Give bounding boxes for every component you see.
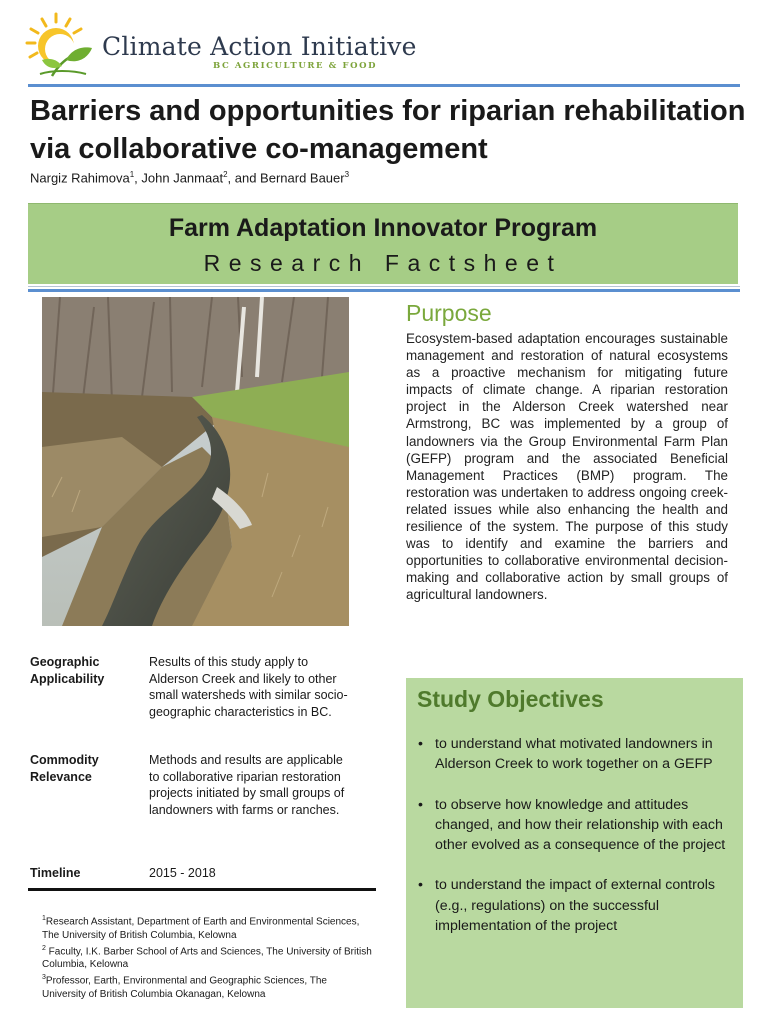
list-item	[418, 875, 736, 936]
banner-rule	[28, 289, 740, 292]
purpose-heading: Purpose	[406, 300, 492, 326]
creek-photo	[42, 297, 349, 626]
bullet-icon: •	[418, 796, 423, 813]
footnote-marker: 2	[42, 944, 46, 952]
page-title: Barriers and opportunities for riparian rehabilitation via collaborative co-management	[30, 95, 746, 165]
commodity-value: Methods and results are applicable to collaborative riparian restoration projects initiated by small groups of landowners with farms or ranches.	[149, 753, 345, 817]
author-affiliation: 2	[223, 170, 228, 179]
list-item	[418, 795, 736, 856]
bullet-icon: •	[418, 736, 423, 752]
footnote-text: Faculty, I.K. Barber School of Arts and Sciences, The University of British Columbia, Kelowna	[42, 946, 372, 971]
objectives-box	[406, 678, 743, 1008]
program-title: Farm Adaptation Innovator Program	[168, 214, 598, 242]
geographic-label: Geographic Applicability	[30, 655, 105, 686]
footnote-text: Professor, Earth, Environmental and Geographic Sciences, The University of British Columbia Okanagan, Kelowna	[42, 975, 327, 1000]
objectives-list	[418, 734, 736, 956]
purpose-text: Ecosystem-based adaptation encourages sustainable management and restoration of natural ecosystems as a proactive mechanism for mitigating future impacts of climate change. A riparian restoration project in the Alderson Creek watershed near Armstrong, BC was implemented by a group of landowners via the Group Environmental Farm Plan (GEFP) program and the associated Beneficial Management Practices (BMP) program. The restoration was undertaken to address ongoing creek-related issues while also enhancing the health and resilience of the system. The purpose of this study was to identify and examine the barriers and opportunities to collaborative environmental decision-making and collaborative action by small groups of agricultural landowners.	[406, 331, 728, 603]
header-rule	[28, 84, 740, 87]
footnote-marker: 1	[42, 915, 46, 922]
commodity-label: Commodity Relevance	[30, 753, 99, 784]
objectives-title: Study Objectives	[417, 686, 604, 712]
objective-text: to understand what motivated landowners in Alderson Creek to work together on a GEFP	[435, 736, 713, 773]
author-affiliation: 1	[129, 170, 135, 179]
geographic-value: Results of this study apply to Alderson Creek and likely to other small watersheds with similar socio-geographic characteristics in BC.	[149, 655, 348, 719]
org-subtitle: BC AGRICULTURE & FOOD	[213, 61, 378, 71]
footnotes	[42, 912, 372, 1001]
details-divider	[28, 888, 376, 891]
footnote-marker: 3	[42, 974, 46, 982]
objective-text: to observe how knowledge and attitudes changed, and how their relationship with each other evolved as a consequence of the project	[435, 796, 726, 854]
author-name: Nargiz Rahimova	[30, 170, 130, 186]
footnote	[42, 971, 372, 1001]
timeline-value: 2015 - 2018	[149, 866, 216, 880]
author-name: Bernard Bauer	[260, 170, 345, 186]
author-separator: ,	[134, 170, 142, 186]
bullet-icon: •	[418, 877, 423, 894]
logo-sun-sprout-icon	[22, 10, 100, 82]
footnote	[42, 942, 372, 972]
objective-text: to understand the impact of external controls (e.g., regulations) on the successful implementation of the project	[435, 877, 715, 935]
footnote	[42, 912, 372, 942]
program-banner	[28, 203, 738, 284]
footnote-text: Research Assistant, Department of Earth and Environmental Sciences, The University of British Columbia, Kelowna	[42, 916, 360, 941]
list-item	[418, 734, 736, 775]
banner-rule-light	[28, 286, 740, 287]
program-subtitle: Research Factsheet	[203, 250, 563, 276]
authors	[30, 170, 349, 185]
org-name: Climate Action Initiative	[102, 32, 417, 61]
author-separator: , and	[227, 170, 261, 186]
author-affiliation: 3	[344, 170, 350, 179]
author-name: John Janmaat	[141, 170, 224, 186]
timeline-label: Timeline	[30, 866, 81, 880]
